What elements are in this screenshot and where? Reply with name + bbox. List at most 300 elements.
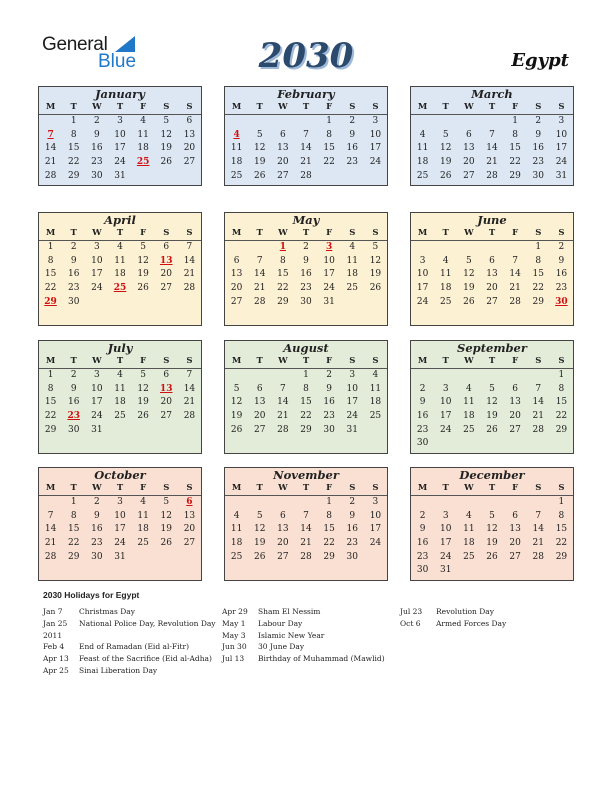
- holiday-entry: [43, 641, 216, 653]
- empty-day-cell: [248, 369, 271, 383]
- day-cell: 31: [323, 296, 335, 307]
- holiday-date: Jun 30: [222, 642, 247, 652]
- weekday-header: T: [62, 482, 85, 496]
- month-title: September: [457, 341, 527, 355]
- day-cell: 31: [555, 170, 568, 181]
- day-cell: 7: [512, 255, 518, 266]
- day-cell: 11: [346, 255, 358, 266]
- day-cell: 12: [463, 269, 475, 280]
- day-cell: 9: [558, 255, 565, 266]
- day-cell: 7: [489, 129, 495, 140]
- day-cell: 19: [486, 538, 498, 549]
- day-cell: 3: [372, 497, 379, 507]
- day-cell: 12: [137, 383, 149, 394]
- logo-text-general: General: [42, 34, 108, 55]
- weekday-header: T: [62, 355, 85, 369]
- day-cell: 26: [486, 551, 498, 562]
- month-title: November: [273, 468, 339, 482]
- day-cell: 20: [253, 411, 266, 422]
- day-cell: 20: [277, 538, 289, 549]
- weekday-header: T: [248, 227, 271, 241]
- day-cell: 12: [486, 524, 498, 535]
- weekday-header: S: [527, 101, 550, 115]
- day-cell: 17: [416, 283, 429, 294]
- holiday-column: [222, 606, 385, 665]
- day-cell: 28: [44, 170, 57, 181]
- day-cell: 1: [70, 116, 77, 126]
- day-cell: 22: [277, 283, 289, 294]
- day-cell: 21: [532, 411, 544, 422]
- day-cell: 1: [535, 242, 542, 252]
- weekday-header: T: [108, 101, 131, 115]
- day-cell: 25: [230, 551, 243, 562]
- weekday-header: M: [411, 482, 434, 496]
- month-title: April: [104, 213, 136, 227]
- day-cell: 17: [369, 143, 382, 154]
- day-cell: 30: [416, 438, 429, 449]
- day-cell: 30: [346, 551, 358, 562]
- day-cell: 8: [535, 255, 542, 266]
- day-cell: 21: [183, 269, 196, 280]
- weekday-header: W: [271, 227, 294, 241]
- day-cell: 26: [137, 283, 149, 294]
- day-cell: 9: [349, 510, 356, 521]
- day-cell: 9: [419, 524, 426, 535]
- holiday-entry: [222, 606, 385, 618]
- day-cell: 4: [233, 510, 240, 521]
- day-cell: 21: [183, 397, 196, 408]
- day-cell: 17: [346, 397, 358, 408]
- day-cell: 26: [463, 296, 475, 307]
- day-cell: 13: [183, 510, 196, 521]
- day-cell: 9: [535, 129, 542, 140]
- day-cell: 19: [439, 157, 452, 168]
- day-cell: 8: [326, 510, 332, 521]
- day-cell: 25: [369, 411, 382, 422]
- day-cell: 14: [277, 397, 289, 408]
- empty-day-cell: [480, 115, 503, 129]
- holiday-name: 30 June Day: [258, 642, 305, 652]
- day-cell: 10: [439, 397, 452, 408]
- day-cell: 25: [114, 411, 126, 422]
- day-cell: 4: [465, 510, 472, 521]
- month-december: [410, 467, 574, 581]
- day-cell: 6: [279, 510, 286, 521]
- day-cell: 16: [346, 524, 358, 535]
- weekday-header: S: [178, 227, 201, 241]
- day-cell: 5: [163, 116, 170, 126]
- day-cell: 6: [465, 129, 472, 140]
- day-cell: 1: [512, 116, 518, 126]
- day-cell: 30: [91, 551, 103, 562]
- holiday-entry: [43, 653, 216, 665]
- day-cell: 19: [137, 269, 149, 280]
- day-cell: 15: [300, 397, 312, 408]
- day-cell: 4: [117, 370, 123, 380]
- day-cell: 31: [91, 424, 103, 435]
- holiday-list-title: 2030 Holidays for Egypt: [43, 590, 140, 600]
- day-cell: 3: [117, 497, 123, 507]
- holiday-day-cell: 30: [555, 296, 568, 307]
- month-day-grid: [411, 101, 573, 183]
- day-cell: 29: [555, 551, 568, 562]
- day-cell: 15: [323, 524, 335, 535]
- day-cell: 1: [558, 497, 565, 507]
- day-cell: 10: [555, 129, 568, 140]
- weekday-header: T: [434, 227, 457, 241]
- month-november: [224, 467, 388, 581]
- day-cell: 3: [93, 370, 100, 380]
- month-title: January: [95, 87, 145, 101]
- day-cell: 27: [277, 551, 289, 562]
- weekday-header: T: [480, 482, 503, 496]
- day-cell: 7: [186, 370, 193, 380]
- day-cell: 14: [486, 143, 498, 154]
- weekday-header: M: [39, 482, 62, 496]
- day-cell: 17: [439, 411, 452, 422]
- month-day-grid: [411, 227, 573, 309]
- weekday-header: F: [132, 482, 155, 496]
- weekday-header: T: [62, 101, 85, 115]
- day-cell: 3: [419, 255, 426, 266]
- weekday-header: F: [504, 227, 527, 241]
- day-cell: 3: [558, 116, 565, 126]
- month-february: [224, 86, 388, 186]
- holiday-entry: [222, 653, 385, 665]
- day-cell: 28: [486, 170, 498, 181]
- day-cell: 7: [47, 510, 54, 521]
- holiday-entry: [43, 665, 216, 677]
- day-cell: 5: [233, 383, 240, 394]
- holiday-name: Sham El Nessim: [258, 607, 321, 616]
- day-cell: 18: [463, 411, 475, 422]
- month-day-grid: [39, 355, 201, 437]
- day-cell: 21: [486, 157, 498, 168]
- weekday-header: W: [271, 355, 294, 369]
- day-cell: 9: [349, 129, 356, 140]
- holiday-day-cell: 7: [47, 129, 54, 140]
- day-cell: 28: [532, 551, 544, 562]
- day-cell: 3: [117, 116, 123, 126]
- empty-day-cell: [248, 496, 271, 510]
- day-cell: 25: [416, 170, 429, 181]
- day-cell: 14: [300, 524, 312, 535]
- day-cell: 16: [416, 538, 429, 549]
- day-cell: 29: [532, 296, 544, 307]
- day-cell: 28: [183, 411, 196, 422]
- day-cell: 30: [416, 565, 429, 576]
- day-cell: 3: [372, 116, 379, 126]
- weekday-header: M: [225, 227, 248, 241]
- empty-day-cell: [271, 369, 294, 383]
- holiday-day-cell: 25: [136, 157, 150, 168]
- day-cell: 19: [230, 411, 243, 422]
- holiday-list: [43, 590, 583, 675]
- day-cell: 27: [509, 551, 521, 562]
- holiday-date: Feb 4: [43, 642, 65, 652]
- holiday-date: Apr 25: [43, 665, 69, 675]
- day-cell: 15: [323, 143, 335, 154]
- day-cell: 22: [44, 283, 57, 294]
- weekday-header: S: [155, 227, 178, 241]
- day-cell: 23: [67, 283, 80, 294]
- day-cell: 20: [230, 283, 243, 294]
- day-cell: 12: [160, 510, 172, 521]
- day-cell: 9: [93, 510, 100, 521]
- day-cell: 13: [486, 269, 498, 280]
- day-cell: 17: [555, 143, 568, 154]
- day-cell: 2: [419, 510, 426, 521]
- holiday-name: Armed Forces Day: [436, 618, 507, 628]
- day-cell: 23: [416, 551, 429, 562]
- day-cell: 28: [300, 551, 312, 562]
- weekday-header: T: [294, 355, 317, 369]
- empty-day-cell: [457, 496, 480, 510]
- day-cell: 12: [137, 255, 149, 266]
- day-cell: 12: [253, 524, 266, 535]
- weekday-header: S: [527, 355, 550, 369]
- empty-day-cell: [39, 496, 62, 510]
- day-cell: 31: [114, 551, 126, 562]
- day-cell: 25: [463, 551, 475, 562]
- empty-day-cell: [527, 496, 550, 510]
- day-cell: 10: [439, 524, 452, 535]
- day-cell: 14: [532, 524, 544, 535]
- day-cell: 31: [346, 424, 358, 435]
- day-cell: 12: [160, 129, 172, 140]
- day-cell: 25: [439, 296, 452, 307]
- weekday-header: S: [178, 482, 201, 496]
- day-cell: 24: [555, 157, 568, 168]
- weekday-header: W: [271, 482, 294, 496]
- day-cell: 10: [346, 383, 358, 394]
- day-cell: 30: [323, 424, 335, 435]
- day-cell: 16: [416, 411, 429, 422]
- month-title: March: [471, 87, 513, 101]
- day-cell: 26: [486, 424, 498, 435]
- day-cell: 8: [303, 383, 309, 394]
- day-cell: 30: [67, 296, 80, 307]
- day-cell: 11: [137, 129, 149, 140]
- day-cell: 11: [230, 524, 243, 535]
- weekday-header: S: [341, 355, 364, 369]
- holiday-day-cell: 23: [67, 411, 80, 422]
- weekday-header: T: [480, 355, 503, 369]
- logo-text-blue: Blue: [98, 51, 137, 72]
- day-cell: 18: [416, 157, 429, 168]
- day-cell: 27: [486, 296, 498, 307]
- weekday-header: S: [341, 101, 364, 115]
- weekday-header: T: [480, 227, 503, 241]
- day-cell: 23: [416, 424, 429, 435]
- day-cell: 9: [326, 383, 332, 394]
- month-day-grid: [39, 227, 201, 309]
- holiday-name: Birthday of Muhammad (Mawlid): [258, 654, 385, 664]
- day-cell: 20: [277, 157, 289, 168]
- day-cell: 10: [114, 129, 126, 140]
- weekday-header: T: [248, 482, 271, 496]
- day-cell: 10: [416, 269, 429, 280]
- weekday-header: S: [155, 482, 178, 496]
- weekday-header: F: [318, 101, 341, 115]
- weekday-header: W: [85, 101, 108, 115]
- day-cell: 6: [512, 510, 518, 521]
- day-cell: 29: [67, 170, 80, 181]
- day-cell: 30: [91, 170, 103, 181]
- month-day-grid: [39, 482, 201, 564]
- day-cell: 4: [349, 242, 356, 252]
- day-cell: 29: [44, 424, 57, 435]
- country-name: Egypt: [511, 50, 569, 71]
- weekday-header: T: [294, 482, 317, 496]
- day-cell: 9: [70, 383, 77, 394]
- weekday-header: T: [108, 482, 131, 496]
- day-cell: 28: [300, 170, 312, 181]
- weekday-header: M: [39, 355, 62, 369]
- day-cell: 3: [93, 242, 100, 252]
- month-title: February: [277, 87, 335, 101]
- weekday-header: F: [132, 227, 155, 241]
- empty-day-cell: [434, 115, 457, 129]
- holiday-name: Sinai Liberation Day: [79, 665, 158, 675]
- day-cell: 19: [486, 411, 498, 422]
- day-cell: 29: [509, 170, 521, 181]
- holiday-entry: [222, 641, 385, 653]
- month-title: July: [107, 341, 133, 355]
- day-cell: 22: [555, 538, 568, 549]
- weekday-header: T: [434, 482, 457, 496]
- day-cell: 10: [114, 510, 126, 521]
- day-cell: 12: [439, 143, 452, 154]
- day-cell: 20: [509, 538, 521, 549]
- empty-day-cell: [248, 115, 271, 129]
- holiday-name: Feast of the Sacrifice (Eid al-Adha): [79, 654, 212, 664]
- weekday-header: S: [527, 227, 550, 241]
- day-cell: 14: [183, 255, 196, 266]
- empty-day-cell: [527, 369, 550, 383]
- day-cell: 22: [67, 157, 80, 168]
- day-cell: 6: [163, 370, 170, 380]
- day-cell: 8: [326, 129, 332, 140]
- day-cell: 5: [372, 242, 379, 252]
- day-cell: 17: [439, 538, 452, 549]
- day-cell: 26: [137, 411, 149, 422]
- day-cell: 15: [277, 269, 289, 280]
- empty-day-cell: [480, 241, 503, 255]
- holiday-day-cell: 6: [186, 497, 193, 507]
- day-cell: 10: [91, 383, 103, 394]
- day-cell: 14: [532, 397, 544, 408]
- day-cell: 21: [277, 411, 289, 422]
- empty-day-cell: [457, 369, 480, 383]
- month-title: October: [94, 468, 146, 482]
- empty-day-cell: [225, 496, 248, 510]
- day-cell: 29: [300, 424, 312, 435]
- day-cell: 18: [439, 283, 452, 294]
- day-cell: 24: [369, 157, 382, 168]
- day-cell: 14: [300, 143, 312, 154]
- day-cell: 27: [183, 538, 196, 549]
- day-cell: 5: [465, 255, 472, 266]
- day-cell: 1: [303, 370, 309, 380]
- holiday-column: [400, 606, 506, 630]
- weekday-header: W: [85, 227, 108, 241]
- day-cell: 18: [137, 143, 149, 154]
- weekday-header: W: [457, 227, 480, 241]
- weekday-header: F: [132, 355, 155, 369]
- day-cell: 23: [323, 411, 335, 422]
- day-cell: 26: [439, 170, 452, 181]
- day-cell: 11: [114, 383, 126, 394]
- day-cell: 21: [44, 538, 57, 549]
- day-cell: 15: [555, 524, 568, 535]
- day-cell: 6: [512, 383, 518, 394]
- day-cell: 27: [463, 170, 475, 181]
- day-cell: 29: [277, 296, 289, 307]
- day-cell: 2: [535, 116, 542, 126]
- holiday-date: Jan 7: [43, 607, 63, 616]
- calendar-year: 2030: [258, 36, 354, 76]
- weekday-header: F: [504, 101, 527, 115]
- day-cell: 13: [509, 524, 521, 535]
- day-cell: 18: [463, 538, 475, 549]
- month-day-grid: [225, 355, 387, 437]
- empty-day-cell: [411, 496, 434, 510]
- weekday-header: S: [178, 355, 201, 369]
- empty-day-cell: [480, 369, 503, 383]
- day-cell: 17: [91, 269, 103, 280]
- month-july: [38, 340, 202, 454]
- weekday-header: T: [108, 227, 131, 241]
- day-cell: 16: [323, 397, 335, 408]
- day-cell: 3: [442, 510, 449, 521]
- empty-day-cell: [294, 115, 317, 129]
- day-cell: 6: [279, 129, 286, 140]
- day-cell: 16: [346, 143, 358, 154]
- day-cell: 13: [277, 524, 289, 535]
- day-cell: 15: [44, 397, 57, 408]
- day-cell: 12: [486, 397, 498, 408]
- holiday-name: Christmas Day: [79, 607, 135, 616]
- day-cell: 7: [303, 510, 309, 521]
- weekday-header: M: [411, 101, 434, 115]
- day-cell: 18: [346, 269, 358, 280]
- weekday-header: S: [341, 227, 364, 241]
- day-cell: 2: [419, 383, 426, 394]
- weekday-header: S: [550, 101, 573, 115]
- day-cell: 26: [253, 551, 266, 562]
- day-cell: 25: [346, 283, 358, 294]
- weekday-header: T: [248, 101, 271, 115]
- day-cell: 25: [137, 538, 149, 549]
- weekday-header: S: [341, 482, 364, 496]
- month-title: May: [292, 213, 320, 227]
- empty-day-cell: [225, 241, 248, 255]
- day-cell: 24: [91, 411, 103, 422]
- weekday-header: T: [294, 101, 317, 115]
- day-cell: 17: [323, 269, 335, 280]
- day-cell: 17: [114, 143, 126, 154]
- day-cell: 4: [140, 497, 146, 507]
- day-cell: 18: [114, 397, 126, 408]
- day-cell: 27: [230, 296, 243, 307]
- day-cell: 3: [442, 383, 449, 394]
- day-cell: 8: [70, 510, 77, 521]
- day-cell: 26: [369, 283, 382, 294]
- day-cell: 10: [323, 255, 335, 266]
- day-cell: 19: [369, 269, 382, 280]
- holiday-name: 2011: [43, 630, 63, 640]
